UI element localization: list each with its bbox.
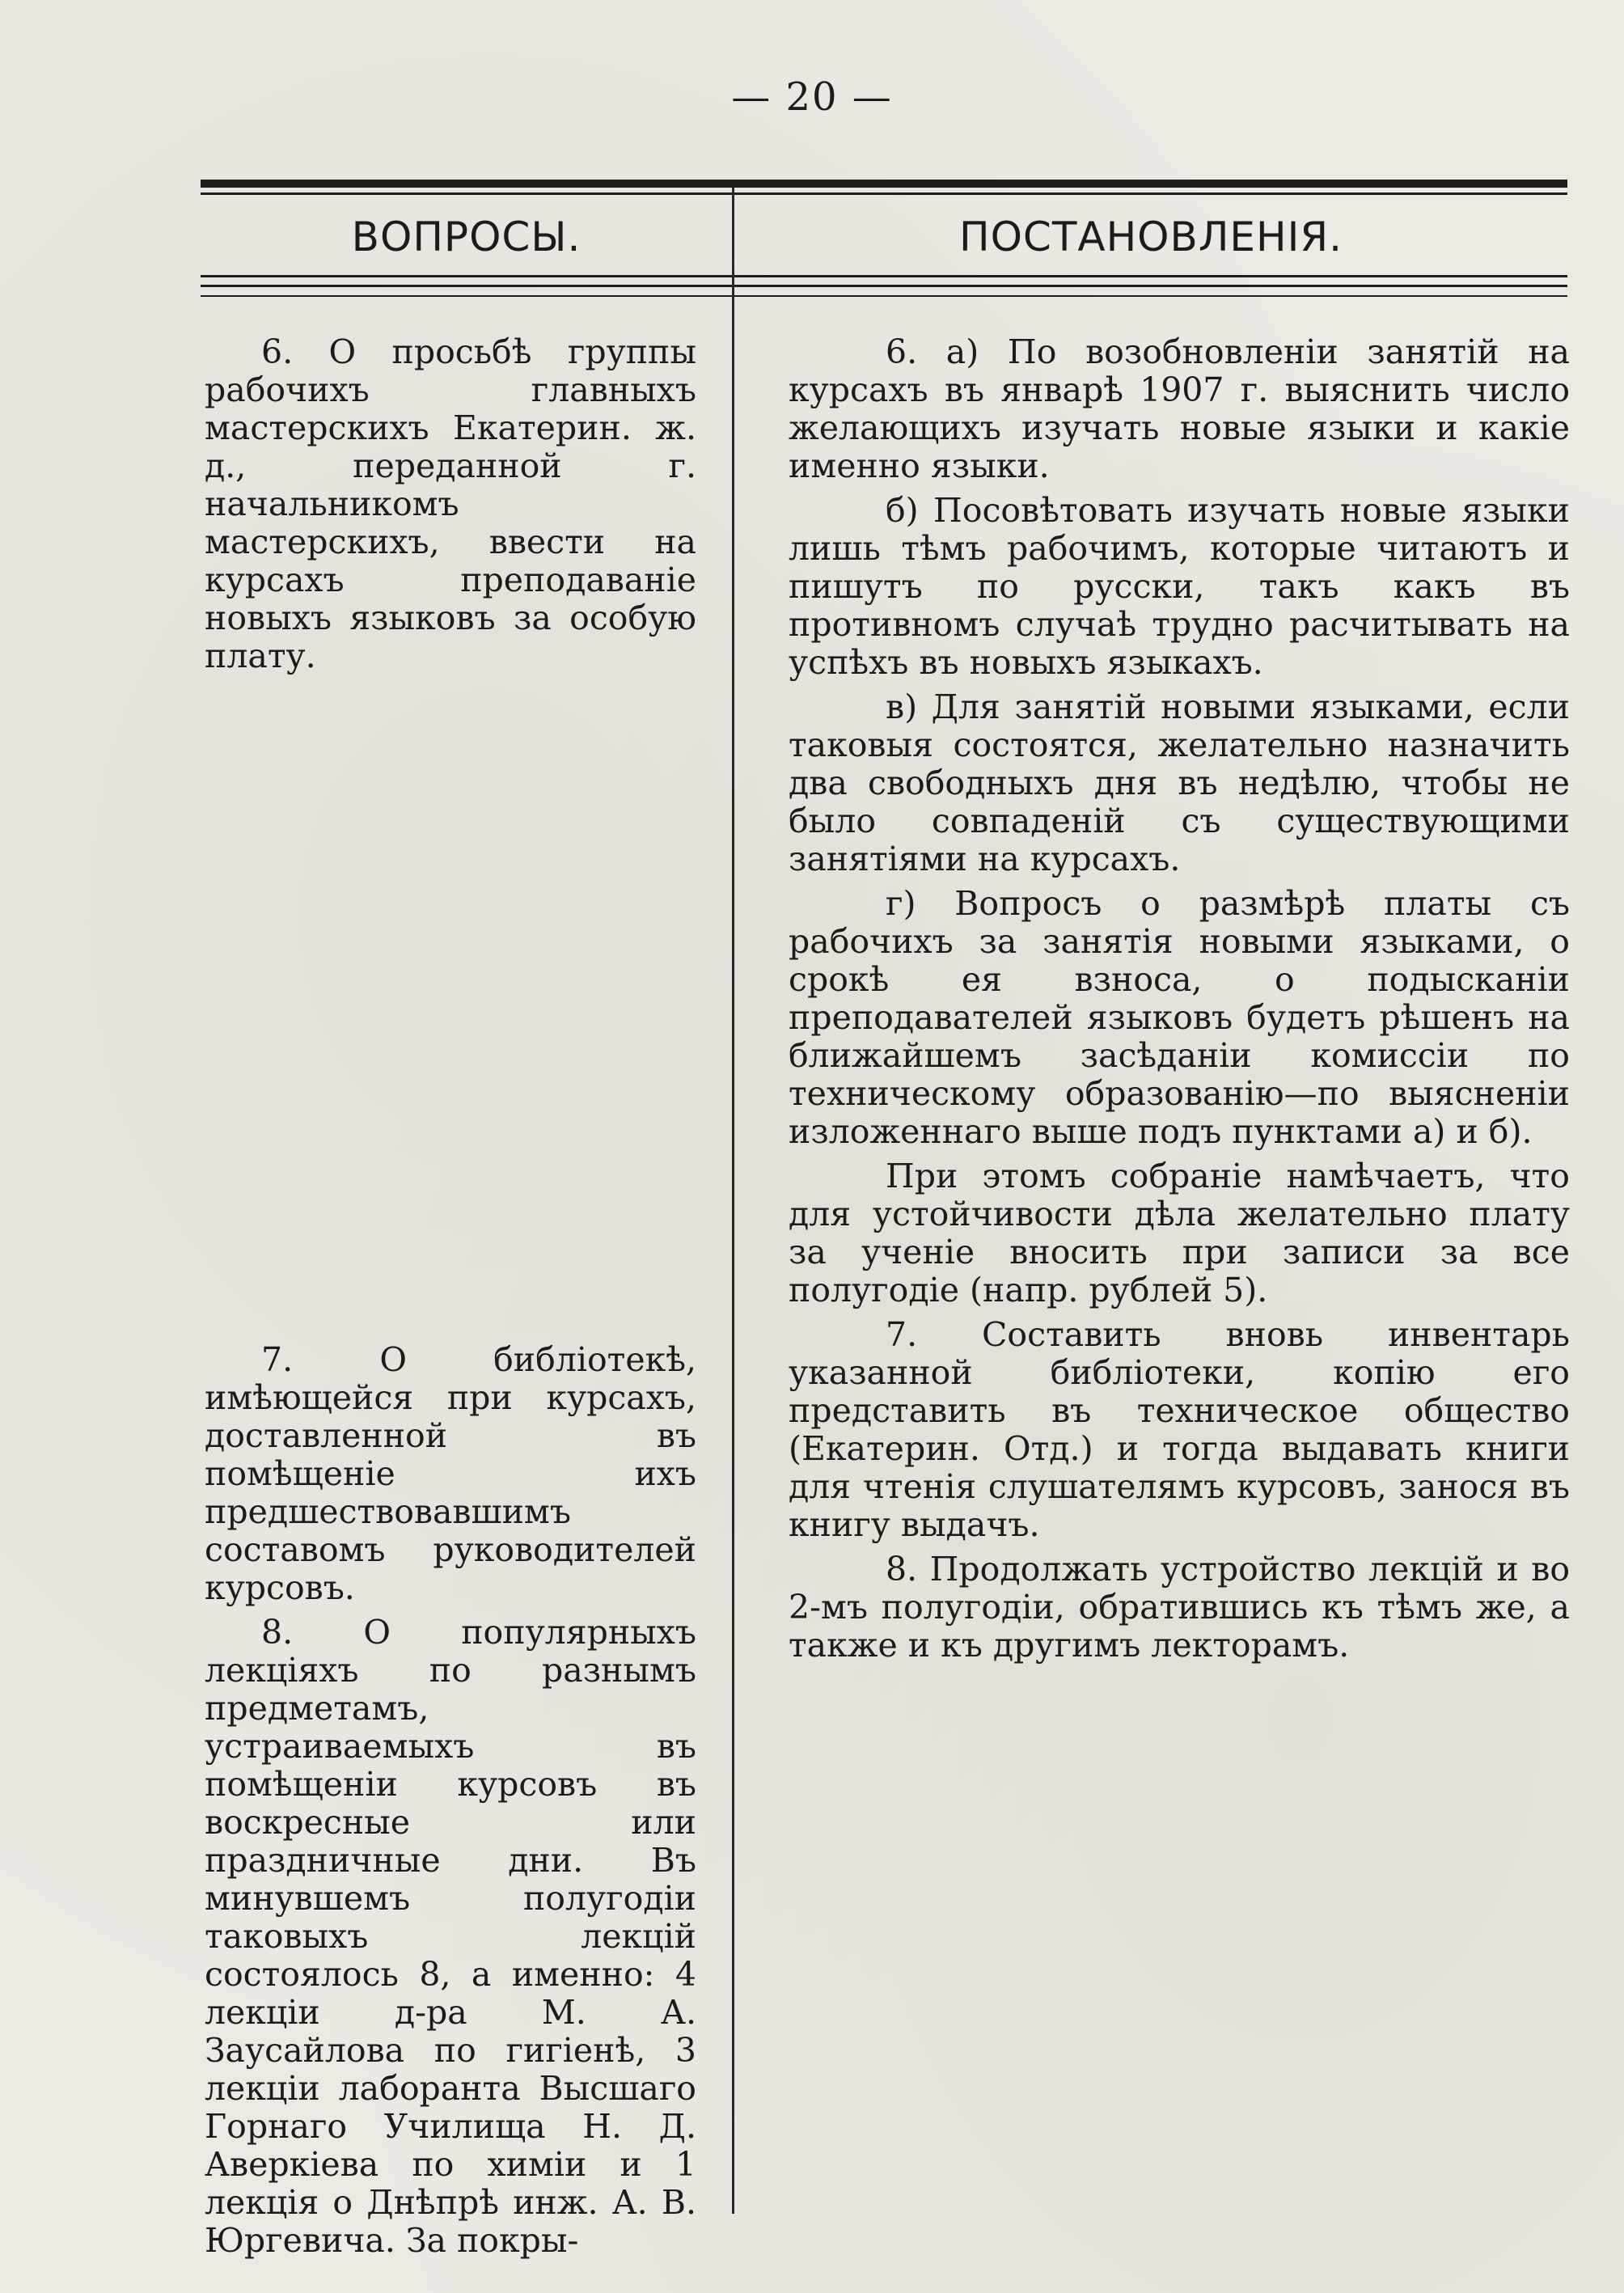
top-rule-thick: [201, 180, 1567, 188]
header-rule-1: [201, 275, 1567, 277]
resolutions-column: [789, 333, 1570, 1671]
resolution-6a: 6. а) По возобновленіи занятій на курсахъ въ январѣ 1907 г. выяснить число желающихъ изучать новые языки и какіе именно языки.: [789, 332, 1570, 485]
questions-gap: [205, 682, 696, 1341]
resolution-6c: в) Для занятій новыми языками, если таковыя состоятся, желательно назначить два свободныхъ дня въ недѣлю, чтобы не было совпаденій съ существующими занятіями на курсахъ.: [789, 687, 1570, 878]
resolution-6b: б) Посовѣтовать изучать новые языки лишь тѣмъ рабочимъ, которые читаютъ и пишутъ по русски, такъ какъ въ противномъ случаѣ трудно расчитывать на успѣхъ въ новыхъ языкахъ.: [789, 491, 1570, 682]
page-number: — 20 —: [731, 74, 893, 120]
resolution-7: 7. Составить вновь инвентарь указанной библіотеки, копію его представить въ техническое общество (Екатерин. Отд.) и тогда выдавать книги для чтенія слушателямъ курсовъ, занося въ книгу выдачъ.: [789, 1315, 1570, 1544]
resolutions-column-header: ПОСТАНОВЛЕНІЯ.: [958, 214, 1343, 260]
header-rule-2: [201, 285, 1567, 287]
question-8: 8. О популярныхъ лекціяхъ по разнымъ предметамъ, устраиваемыхъ въ помѣщеніи курсовъ въ воскресные или праздничные дни. Въ минувшемъ полугодіи таковыхъ лекцій состоялось 8, а именно: 4 лекціи д-ра М. А. Заусайлова по гигіенѣ, 3 лекціи лаборанта Высшаго Горнаго Училища Н. Д. Аверкіева по химіи и 1 лекція о Днѣпрѣ инж. А. В. Юргевича. За покры-: [205, 1613, 696, 2260]
questions-column-header: ВОПРОСЫ.: [351, 214, 582, 260]
top-rule-thin: [201, 192, 1567, 195]
resolution-6-note: При этомъ собраніе намѣчаетъ, что для устойчивости дѣла желательно плату за ученіе вносить при записи за все полугодіе (напр. рублей 5).: [789, 1157, 1570, 1309]
questions-column: [205, 333, 696, 2266]
resolution-8: 8. Продолжать устройство лекцій и во 2-мъ полугодіи, обратившись къ тѣмъ же, а также и къ другимъ лекторамъ.: [789, 1550, 1570, 1665]
column-divider: [732, 188, 734, 2214]
question-6: 6. О просьбѣ группы рабочихъ главныхъ мастерскихъ Екатерин. ж. д., переданной г. начальникомъ мастерскихъ, ввести на курсахъ преподаваніе новыхъ языковъ за особую плату.: [205, 332, 696, 675]
header-rule-3: [201, 295, 1567, 297]
question-7: 7. О библіотекѣ, имѣющейся при курсахъ, доставленной въ помѣщеніе ихъ предшествовавшимъ составомъ руководителей курсовъ.: [205, 1340, 696, 1607]
resolution-6d: г) Вопросъ о размѣрѣ платы съ рабочихъ за занятія новыми языками, о срокѣ ея взноса, о подысканіи преподавателей языковъ будетъ рѣшенъ на ближайшемъ засѣданіи комиссіи по техническому образованію—по выясненіи изложеннаго выше подъ пунктами а) и б).: [789, 884, 1570, 1151]
